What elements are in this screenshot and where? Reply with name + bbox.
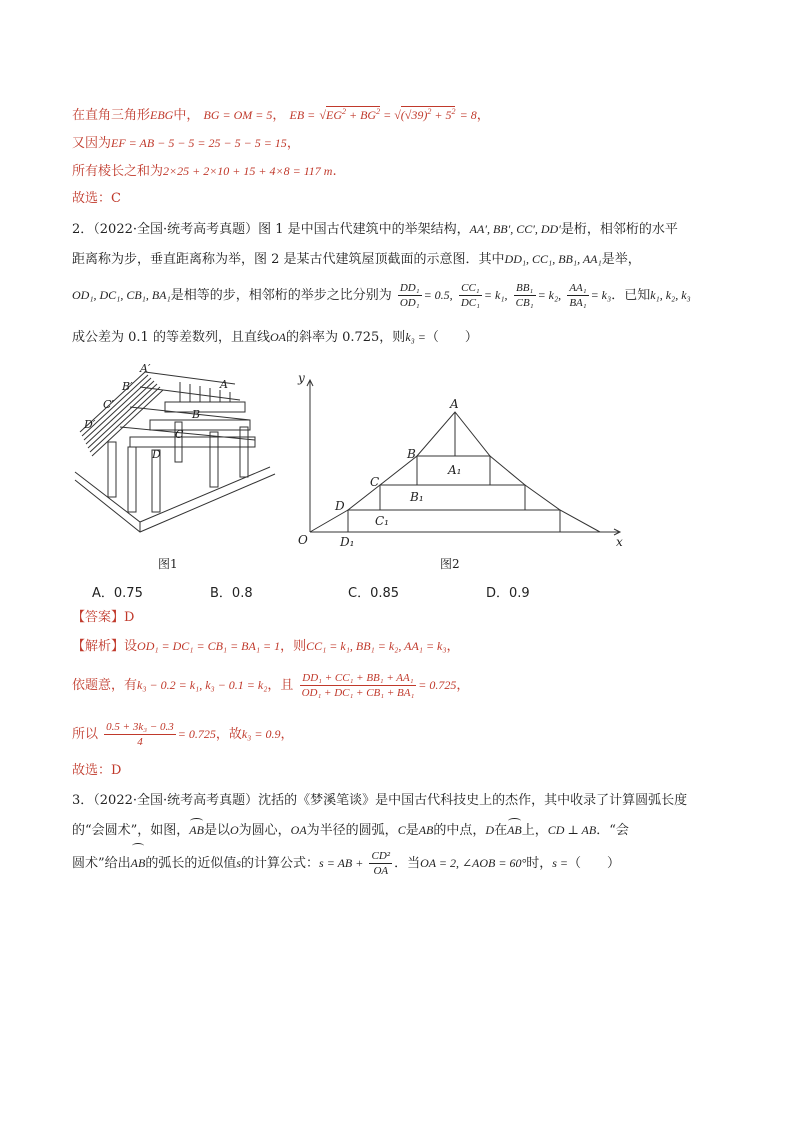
math: EB = bbox=[289, 108, 316, 122]
fig1-label-c-prime: C′ bbox=[103, 398, 114, 411]
fig1-label-a-prime: A′ bbox=[140, 362, 151, 375]
math: OD₁ = DC₁ = CB₁ = BA₁ = 1 bbox=[137, 639, 281, 653]
figure-1-drawing bbox=[70, 362, 280, 537]
q3-line-1: 3．（2022·全国·统考高考真题）沈括的《梦溪笔谈》是中国古代科技史上的杰作，其中收录了计算圆弧长度 bbox=[72, 793, 688, 808]
math: OA bbox=[269, 330, 286, 344]
arc-ab: AB bbox=[189, 823, 204, 837]
fig2-label-d1: D₁ bbox=[340, 535, 355, 547]
fig1-label-b-prime: B′ bbox=[122, 380, 133, 393]
fig1-label-d: D bbox=[152, 448, 161, 461]
figure-2-diagram bbox=[290, 372, 630, 547]
text: 是桁，相邻桁的水平 bbox=[560, 222, 678, 237]
option-d[interactable]: D．0.9 bbox=[486, 586, 530, 601]
text: 是相等的步，相邻桁的举步之比分别为 bbox=[170, 288, 392, 303]
fig2-label-c1: C₁ bbox=[375, 514, 389, 528]
q2-line-4 bbox=[72, 328, 478, 347]
text: 又因为 bbox=[72, 136, 112, 151]
fig2-label-a1: A₁ bbox=[448, 463, 462, 477]
math: OD₁, DC₁, CB₁, BA₁ bbox=[72, 288, 171, 302]
fig1-label-a: A bbox=[220, 378, 228, 391]
text: 距离称为步，垂直距离称为举，图 2 是某古代建筑屋顶截面的示意图．其中 bbox=[72, 252, 505, 267]
analysis-line-4: 故选：D bbox=[72, 763, 122, 778]
answer-line bbox=[72, 609, 134, 627]
option-a[interactable]: A．0.75 bbox=[92, 586, 143, 601]
analysis-line-1: 【解析】设OD₁ = DC₁ = CB₁ = BA₁ = 1，则CC₁ = k₁, BB₁ = k₂, AA₁ = k₃， bbox=[72, 639, 460, 654]
math: AA′, BB′, CC′, DD′ bbox=[469, 222, 561, 236]
fig1-label-c: C bbox=[175, 428, 184, 441]
figure-1-caption: 图1 bbox=[158, 557, 178, 571]
fraction: $\frac{\text{DD₁}}{\text{OD₁}}$ bbox=[399, 282, 420, 309]
fig1-label-b: B bbox=[192, 408, 201, 421]
math: k₃ = 0.9 bbox=[241, 727, 281, 741]
beam-2 bbox=[380, 485, 525, 510]
math: k₃ − 0.2 = k₁, k₃ − 0.1 = k₂ bbox=[137, 678, 268, 692]
q2-line-2 bbox=[72, 250, 641, 269]
solution-line-4: 故选：C bbox=[72, 191, 121, 206]
text: 中， bbox=[173, 108, 200, 123]
fig2-label-x: x bbox=[616, 535, 623, 547]
text: （ ） bbox=[425, 330, 478, 345]
fig2-label-b: B bbox=[407, 447, 416, 461]
fraction: $\frac{\text{DD₁ + CC₁ + BB₁ + AA₁}}{\text{OD₁ + DC₁ + CB₁ + BA₁}}$ bbox=[301, 672, 415, 699]
analysis-line-2: 依题意，有k₃ − 0.2 = k₁, k₃ − 0.1 = k₂，且 $\frac{\text{DD₁ + CC₁ + BB₁ + AA₁}}{\text{OD₁ + DC₁ + CB₁ + BA₁}}$ = 0.725， bbox=[72, 672, 470, 699]
fig2-label-o: O bbox=[298, 533, 308, 547]
math: BG = OM = 5 bbox=[203, 108, 273, 122]
option-b[interactable]: B．0.8 bbox=[210, 586, 253, 601]
fraction: $\frac{\text{AA₁}}{\text{BA₁}}$ bbox=[569, 282, 587, 309]
text: 所有棱长之和为 bbox=[72, 164, 164, 179]
math: DD₁, CC₁, BB₁, AA₁ bbox=[504, 252, 602, 266]
arc-ab: AB bbox=[507, 823, 522, 837]
fig2-label-y: y bbox=[298, 372, 305, 385]
text: 是举， bbox=[601, 252, 641, 267]
solution-line-2 bbox=[72, 134, 300, 153]
arc-ab: AB bbox=[131, 846, 146, 880]
fig2-label-c: C bbox=[370, 475, 380, 489]
fig1-base bbox=[75, 467, 270, 522]
text: . bbox=[332, 164, 337, 179]
math: EBG bbox=[150, 108, 174, 122]
answer-value: D bbox=[124, 610, 135, 625]
analysis-label: 【解析】 bbox=[72, 639, 125, 654]
option-c[interactable]: C．0.85 bbox=[348, 586, 400, 601]
text: 成公差为 0.1 的等差数列，且直线 bbox=[72, 330, 270, 345]
fig1-label-d-prime: D′ bbox=[84, 418, 96, 431]
fig2-label-d: D bbox=[335, 499, 345, 513]
fraction: $\frac{\text{CD²}}{OA}$ bbox=[371, 850, 391, 877]
q2-line-3: OD₁, DC₁, CB₁, BA₁是相等的步，相邻桁的举步之比分别为 $\frac{\text{DD₁}}{\text{OD₁}}$ = 0.5, $\frac{\text{CC₁}}{\text{DC₁}}$ = k₁, $\frac{\text{BB₁}}{\text{CB₁}}$ = k₂, $\frac{\text{AA₁}}{\text{BA₁}}$ = k₃．已知k₁, k₂, k₃ bbox=[72, 282, 691, 309]
math: = 8 bbox=[459, 108, 477, 122]
answer-label: 【答案】 bbox=[72, 610, 125, 625]
fig2-label-a: A bbox=[450, 397, 459, 411]
solution-line-3 bbox=[72, 162, 337, 181]
q3-line-2: 的“会圆术”，如图，AB是以O为圆心，OA为半径的圆弧，C是AB的中点，D在AB上，CD ⊥ AB．“会 bbox=[72, 823, 629, 838]
fraction: $\frac{\text{0.5 + 3k₃ − 0.3}}{4}$ bbox=[106, 721, 174, 748]
text: 的斜率为 0.725，则 bbox=[285, 330, 406, 345]
math: EF = AB − 5 − 5 = 25 − 5 − 5 = 15 bbox=[111, 136, 287, 150]
text: 2．（2022·全国·统考高考真题）图 1 是中国古代建筑中的举架结构， bbox=[72, 222, 470, 237]
math: CC₁ = k₁, BB₁ = k₂, AA₁ = k₃ bbox=[306, 639, 447, 653]
fraction: $\frac{\text{CC₁}}{\text{DC₁}}$ bbox=[460, 282, 480, 309]
analysis-line-3: 所以 $\frac{\text{0.5 + 3k₃ − 0.3}}{4}$ = 0.725，故k₃ = 0.9， bbox=[72, 721, 294, 748]
q2-line-1 bbox=[72, 220, 678, 239]
math: 2×25 + 2×10 + 15 + 4×8 = 117 m bbox=[163, 164, 333, 178]
fraction: $\frac{\text{BB₁}}{\text{CB₁}}$ bbox=[515, 282, 534, 309]
fig2-label-b1: B₁ bbox=[410, 490, 424, 504]
text: ， bbox=[286, 136, 300, 151]
text: 在直角三角形 bbox=[72, 108, 151, 123]
solution-line-1: 在直角三角形EBG中， BG = OM = 5， EB = $√EG^2 + BG^2 = √(√39)^2 + 5^2 = 8$， bbox=[72, 107, 490, 123]
math: k₃ = bbox=[405, 330, 426, 344]
q3-line-3: 圆术”给出AB的弧长的近似值s的计算公式：s = AB + $\frac{\text{CD²}}{OA}$ ．当OA = 2, ∠AOB = 60°时，s =（ ） bbox=[72, 846, 620, 881]
figure-2-caption: 图2 bbox=[440, 557, 460, 571]
